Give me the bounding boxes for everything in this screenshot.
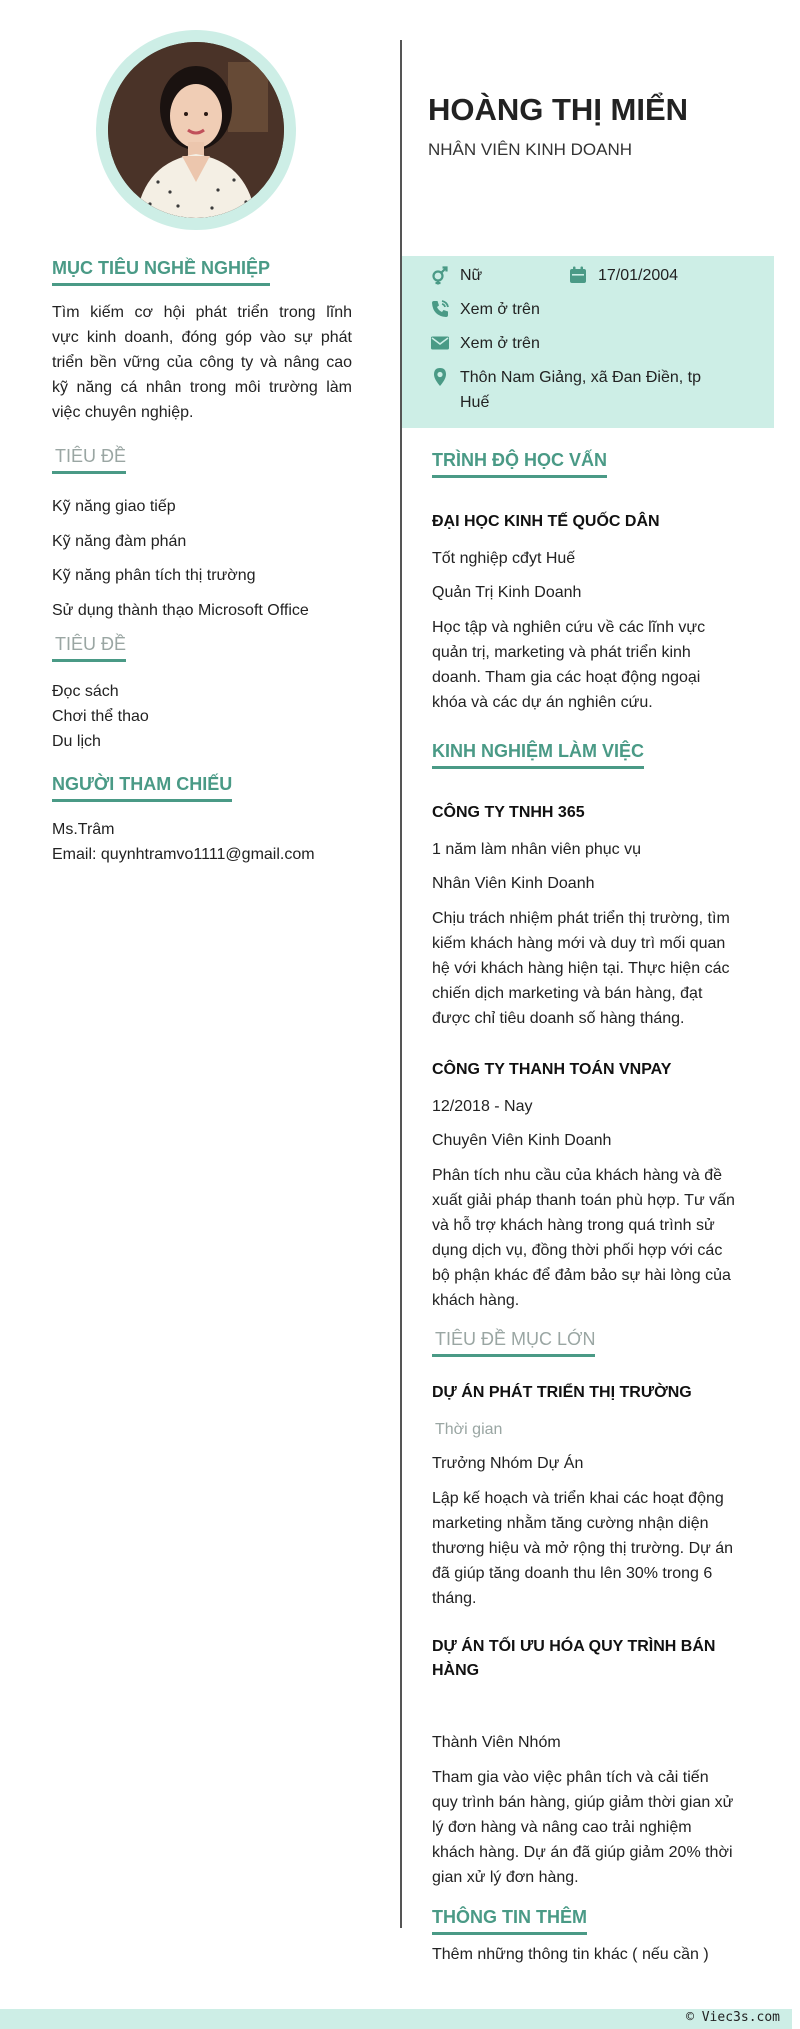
candidate-name: HOÀNG THỊ MIỂN <box>428 92 689 127</box>
project-name-line: DỰ ÁN TỐI ƯU HÓA QUY TRÌNH BÁN <box>432 1638 716 1655</box>
objective-line: Tìm kiếm cơ hội phát triển trong lĩnh <box>52 304 352 321</box>
project-role: Thành Viên Nhóm <box>432 1734 561 1751</box>
address-value <box>460 365 760 415</box>
avatar <box>108 42 284 218</box>
job-role: Nhân Viên Kinh Doanh <box>432 875 595 892</box>
avatar-frame <box>96 30 296 230</box>
gender-value: Nữ <box>460 267 483 284</box>
desc-line: Tham gia vào việc phân tích và cải tiến <box>432 1769 709 1786</box>
address-line: Thôn Nam Giảng, xã Đan Điền, tp <box>460 369 702 386</box>
email-icon <box>430 333 450 353</box>
desc-line: xuất giải pháp thanh toán phù hợp. Tư vấn <box>432 1192 735 1209</box>
list-item: Kỹ năng đàm phán <box>52 532 187 550</box>
location-icon <box>430 367 450 387</box>
extra-title: THÔNG TIN THÊM <box>432 1907 587 1935</box>
references-title: NGƯỜI THAM CHIẾU <box>52 774 232 802</box>
gender-icon <box>430 265 450 285</box>
desc-line: gian xử lý đơn hàng. <box>432 1869 579 1886</box>
desc-line: dụng dịch vụ, đồng thời phối hợp với các <box>432 1242 723 1259</box>
list-item: Chơi thể thao <box>52 708 149 725</box>
experience-title: KINH NGHIỆM LÀM VIỆC <box>432 741 644 769</box>
calendar-icon <box>568 265 588 285</box>
desc-line: Lập kế hoạch và triển khai các hoạt động <box>432 1490 724 1507</box>
reference-email: Email: quynhtramvo1111@gmail.com <box>52 846 315 863</box>
extra-text: Thêm những thông tin khác ( nếu cần ) <box>432 1946 709 1963</box>
desc-line: đã giúp tăng doanh thu lên 30% trong 6 <box>432 1565 713 1582</box>
objective-title: MỤC TIÊU NGHỀ NGHIỆP <box>52 258 270 286</box>
footer-band <box>0 2009 792 2029</box>
desc-line: khách hàng. <box>432 1292 520 1309</box>
education-status: Tốt nghiệp cđyt Huế <box>432 550 576 567</box>
phone-value: Xem ở trên <box>460 301 540 318</box>
project-name <box>432 1635 715 1683</box>
desc-line: và hỗ trợ khách hàng trong quá trình sử <box>432 1217 715 1234</box>
desc-line: kiếm khách hàng mới và duy trì mối quan <box>432 935 726 952</box>
desc-line: quản trị, marketing và phát triển kinh <box>432 644 691 661</box>
desc-line: bộ phận khác để đảm bảo sự hài lòng của <box>432 1267 731 1284</box>
desc-line: hệ với khách hàng hiện tại. Thực hiện các <box>432 960 730 977</box>
projects-title: TIÊU ĐỀ MỤC LỚN <box>432 1329 595 1357</box>
phone-icon <box>430 299 450 319</box>
hobbies-title: TIÊU ĐỀ <box>52 634 126 662</box>
project-role: Trưởng Nhóm Dự Án <box>432 1455 584 1472</box>
education-title: TRÌNH ĐỘ HỌC VẤN <box>432 450 607 478</box>
job-period: 12/2018 - Nay <box>432 1098 533 1115</box>
desc-line: tháng. <box>432 1590 477 1607</box>
objective-line: triển bền vững của công ty và nâng cao <box>52 354 352 371</box>
candidate-job-title: NHÂN VIÊN KINH DOANH <box>428 140 633 159</box>
desc-line: thương hiệu và mở rộng thị trường. Dự án <box>432 1540 734 1557</box>
desc-line: lý đơn hàng và nâng cao trải nghiệm <box>432 1819 692 1836</box>
list-item: Đọc sách <box>52 683 119 700</box>
objective-line: kỹ năng cá nhân trong môi trường làm <box>52 379 352 396</box>
job-description <box>432 1163 757 1313</box>
job-company: CÔNG TY THANH TOÁN VNPAY <box>432 1061 672 1078</box>
reference-name: Ms.Trâm <box>52 821 115 838</box>
education-description <box>432 615 757 715</box>
project-description <box>432 1486 757 1611</box>
objective-text <box>52 300 352 425</box>
list-item: Du lịch <box>52 733 101 750</box>
desc-line: được chỉ tiêu doanh số hàng tháng. <box>432 1010 685 1027</box>
desc-line: khóa và các dự án nghiên cứu. <box>432 694 653 711</box>
list-item: Sử dụng thành thạo Microsoft Office <box>52 601 309 619</box>
project-period: Thời gian <box>435 1421 503 1438</box>
email-value: Xem ở trên <box>460 335 540 352</box>
desc-line: Phân tích nhu cầu của khách hàng và đề <box>432 1167 722 1184</box>
job-period: 1 năm làm nhân viên phục vụ <box>432 841 642 858</box>
desc-line: doanh. Tham gia các hoạt động ngoại <box>432 669 701 686</box>
objective-line: việc chuyên nghiệp. <box>52 404 194 421</box>
list-item: Kỹ năng giao tiếp <box>52 498 176 515</box>
desc-line: quy trình bán hàng, giúp giảm thời gian xử <box>432 1794 734 1811</box>
hobbies-list <box>52 679 352 754</box>
avatar-photo <box>108 42 284 218</box>
objective-line: vực kinh doanh, đóng góp vào sự phát <box>52 329 352 346</box>
job-description <box>432 906 757 1031</box>
desc-line: marketing nhằm tăng cường nhận diện <box>432 1515 709 1532</box>
skills-title: TIÊU ĐỀ <box>52 446 126 474</box>
birthday-value: 17/01/2004 <box>598 267 679 284</box>
desc-line: Học tập và nghiên cứu về các lĩnh vực <box>432 619 706 636</box>
job-role: Chuyên Viên Kinh Doanh <box>432 1132 612 1149</box>
skills-list <box>52 490 352 628</box>
education-major: Quản Trị Kinh Doanh <box>432 584 582 601</box>
desc-line: Chịu trách nhiệm phát triển thị trường, tìm <box>432 910 730 927</box>
project-description <box>432 1765 757 1890</box>
project-name: DỰ ÁN PHÁT TRIỂN THỊ TRƯỜNG <box>432 1384 692 1401</box>
school-name: ĐẠI HỌC KINH TẾ QUỐC DÂN <box>432 513 660 530</box>
references-info <box>52 817 352 867</box>
desc-line: khách hàng. Dự án đã giúp giảm 20% thời <box>432 1844 733 1861</box>
desc-line: chiến dịch marketing và bán hàng, đạt <box>432 985 703 1002</box>
job-company: CÔNG TY TNHH 365 <box>432 804 585 821</box>
project-name-line: HÀNG <box>432 1662 480 1679</box>
address-line: Huế <box>460 394 490 411</box>
footer-credit: © Viec3s.com <box>686 2010 780 2025</box>
list-item: Kỹ năng phân tích thị trường <box>52 567 256 584</box>
contact-box <box>402 256 774 428</box>
